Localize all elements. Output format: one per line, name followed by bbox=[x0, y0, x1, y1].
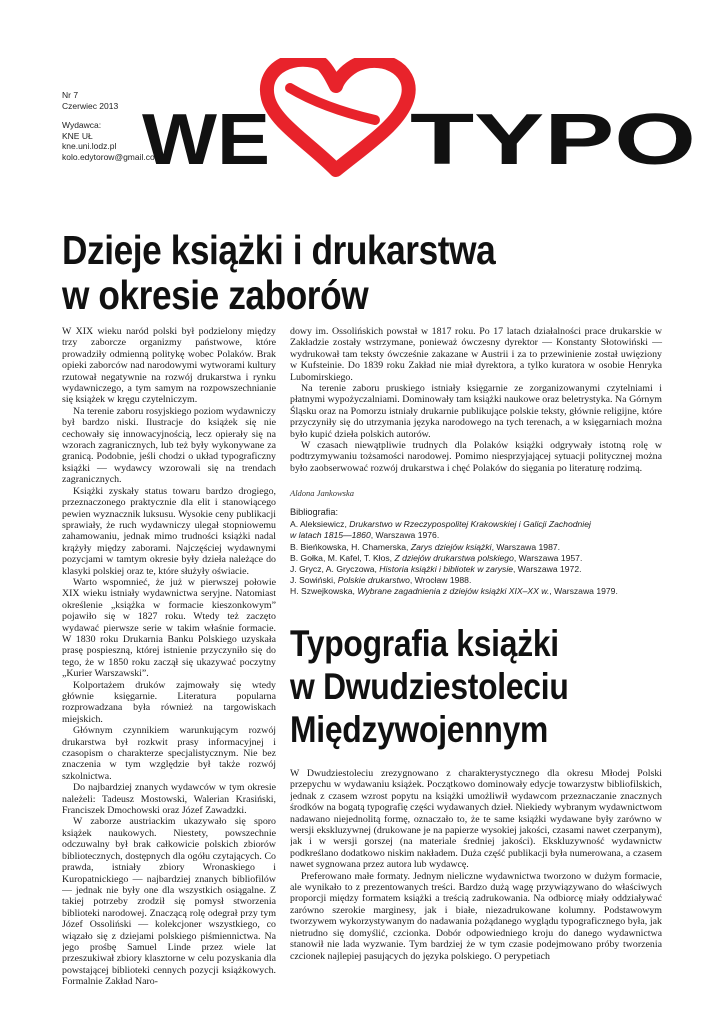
article-2-body bbox=[290, 768, 662, 990]
publisher-email: kolo.edytorow@gmail.com bbox=[62, 151, 162, 162]
paragraph: Warto wspomnieć, że już w pierwszej połowie XIX wieku istniały wydawnictwa seryjne. Natomiast określenie „książka w formacie kieszonkowym” pojawiło się w 1827 roku. Wtedy też zaczęto wydawać pierwsze serie w takim właśnie formacie. W 1830 roku Drukarnia Banku Polskiego uzyskała prasę pospieszną, której istnienie przyczyniło się do tego, że w 1850 roku zaczął się ukazywać poczytny „Kurier Warszawski”. bbox=[62, 576, 276, 680]
paragraph: Kolportażem druków zajmowały się wtedy głównie księgarnie. Literatura popularna rozprowadzana była również na targowiskach miejskich. bbox=[62, 679, 276, 725]
article-1-title bbox=[62, 228, 495, 318]
paragraph: Preferowano małe formaty. Jednym nieliczne wydawnictwa tworzono w dużym formacie, ale wynikało to z prezentowanych treści. Bardzo dużą wagę przywiązywano do właściwych proporcji między formatem książki a treścią zadrukowania. Na odbiorcę miały oddziaływać zarówno szerokie marginesy, jak i białe, niezadrukowane kolumny. Podstawowym tworzywem wykorzystywanym do nadawania pożądanego wyglądu typograficznego była, jak nietrudno się domyślić, czcionka. Dobór odpowiedniego kroju do danego wydawnictwa stanowił nie lada wyzwanie. Tym bardziej że w tym czasie podejmowano próby tworzenia czcionek najlepiej pasujących do języka polskiego. O perypetiach bbox=[290, 870, 662, 962]
bibliography-entry: A. Aleksiewicz, Drukarstwo w Rzeczypospolitej Krakowskiej i Galicji Zachodniej bbox=[290, 519, 591, 530]
paragraph: Na terenie zaboru rosyjskiego poziom wydawniczy był bardzo niski. Ilustracje do książek się nie cechowały się innowacyjnością, lecz opierały się na wzorach zagranicznych, lub też były wykonywane za granicą. Podobnie, jeśli chodzi o układ typograficzny książki — wydawcy wzorowali się na trendach zagranicznych. bbox=[62, 405, 276, 486]
bibliography-heading: Bibliografia: bbox=[290, 507, 339, 517]
paragraph: Do najbardziej znanych wydawców w tym okresie należeli: Tadeusz Mostowski, Walerian Krasiński, Franciszek Dmochowski oraz Józef Zawadzki. bbox=[62, 782, 276, 817]
issue-date: Czerwiec 2013 bbox=[62, 100, 119, 111]
article-2-title bbox=[290, 622, 569, 751]
publisher-name: KNE UŁ bbox=[62, 130, 93, 141]
article-2-title-line-1: Typografia książki bbox=[290, 623, 559, 664]
publisher-website: kne.uni.lodz.pl bbox=[62, 141, 117, 152]
article-2-title-line-2: w Dwudziestoleciu bbox=[290, 666, 569, 707]
bibliography-entry: B. Bieńkowska, H. Chamerska, Zarys dziejów książki, Warszawa 1987. bbox=[290, 541, 561, 552]
logo-right-text: TYPO bbox=[410, 100, 696, 178]
paragraph: W czasach niewątpliwie trudnych dla Polaków książki odgrywały istotną rolę w podtrzymywaniu tożsamości narodowej. Pomimo niesprzyjającej sytuacji politycznej można było zaobserwować rozwój drukarstwa i chęć Polaków do sięgania po literaturę rodzimą. bbox=[290, 440, 662, 474]
issue-number: Nr 7 bbox=[62, 90, 79, 100]
paragraph: dowy im. Ossolińskich powstał w 1817 roku. Po 17 latach działalności prace drukarskie w Zakładzie zostały wstrzymane, ponieważ ówczesny dyrektor — Konstanty Słotowiński — wydrukował tam teksty ówcześnie zakazane w Austrii i za to przewinienie został uwięziony w Kufsteinie. Do 1839 roku Zakład nie miał dyrektora, a tylko kuratora w osobie Henryka Lubomirskiego. bbox=[290, 326, 662, 383]
article-1-title-line-2: w okresie zaborów bbox=[62, 272, 369, 318]
heart-icon bbox=[267, 60, 409, 170]
paragraph: W Dwudziestoleciu zrezygnowano z charakterystycznego dla okresu Młodej Polski przepychu w wydawaniu książek. Początkowo dominowały edycje towarzystw bibliofilskich, jednak z czasem wzrost popytu na książki umożliwił wydawcom przeznaczanie znacznych środków na bogatą typografię części wydawanych dzieł. Niekiedy wybranym wydawnictwom nadawano niejednolitą formę, oznaczało to, że te same książki wydawane były zarówno w wersji ekskluzywnej (drukowane je na papierze wysokiej jakości, czasami nawet czerpanym), jak i w wersji gorszej (na materiale średniej jakości). Ekskluzywność wydawnictw podkreślano dodatkowo niskim nakładem. Duża część publikacji była numerowana, a czasem nawet sygnowana przez autora lub wydawcę. bbox=[290, 768, 662, 871]
publisher-label: Wydawca: bbox=[62, 120, 102, 131]
bibliography-entry: J. Sowiński, Polskie drukarstwo, Wrocław 1988. bbox=[290, 575, 472, 586]
article-2-title-line-3: Międzywojennym bbox=[290, 709, 549, 750]
logo-left-text: WE bbox=[142, 100, 270, 178]
paragraph: W XIX wieku naród polski był podzielony między trzy zaborcze organizmy państwowe, które prowadziły odmienną politykę wobec Polaków. Brak opieki zaborców nad narodowymi wytworami kultury rzutował negatywnie na rozwój drukarstwa i rynku wydawniczego, a tym samym na rozpowszechnianie się książek w kręgu czytelniczym. bbox=[62, 326, 276, 406]
paragraph: Głównym czynnikiem warunkującym rozwój drukarstwa był rozkwit prasy informacyjnej i czasopism o charakterze specjalistycznym. Nie bez znaczenia w tym względzie był także rozwój szkolnictwa. bbox=[62, 725, 276, 782]
bibliography bbox=[290, 507, 670, 598]
bibliography-entry: H. Szwejkowska, Wybrane zagadnienia z dziejów książki XIX–XX w., Warszawa 1979. bbox=[290, 586, 618, 597]
paragraph: Książki zyskały status towaru bardzo drogiego, przeznaczonego praktycznie dla elit i stanowiącego pewien wyznacznik luksusu. Wysokie ceny publikacji sprawiały, że ruch wydawniczy ulegał stopniowemu zahamowaniu, jednak mimo trudności książki nadal krążyły między zaborami. Najczęściej wydawnymi pozycjami w tamtym okresie były dzieła należące do klasyki polskiej oraz te, które służyły oświacie. bbox=[62, 485, 276, 577]
bibliography-entry: B. Gołka, M. Kafel, T. Kłos, Z dziejów drukarstwa polskiego, Warszawa 1957. bbox=[290, 552, 583, 563]
we-love-typo-logo bbox=[140, 58, 700, 178]
bibliography-entry: J. Grycz, A. Gryczowa, Historia książki i bibliotek w zarysie, Warszawa 1972. bbox=[290, 564, 582, 575]
bibliography-entry: w latach 1815—1860, Warszawa 1976. bbox=[290, 530, 440, 541]
article-1-column-1 bbox=[62, 326, 276, 986]
article-1-author: Aldona Jankowska bbox=[290, 488, 354, 498]
paragraph: W zaborze austriackim ukazywało się sporo książek naukowych. Niestety, powszechnie odczuwalny był brak całkowicie polskich zbiorów bibliotecznych, dostępnych dla ogółu czytających. Co prawda, istniały zbiory Wronaskiego i Kuropatnickiego — najbardziej znanych bibliofilów — jednak nie były one dla wszystkich osiągalne. Z takiej potrzeby zrodził się pomysł stworzenia biblioteki narodowej. Znaczącą rolę odegrał przy tym Józef Ossoliński — kolekcjoner wszystkiego, co wiązało się z dziejami polskiego piśmiennictwa. Na jego prośbę Samuel Linde przez wiele lat przeszukiwał zbiory klasztorne w celu pozyskania dla powstającej biblioteki cennych pozycji książkowych. Formalnie Zakład Naro- bbox=[62, 816, 276, 986]
article-1-title-line-1: Dzieje książki i drukarstwa bbox=[62, 227, 496, 273]
paragraph: Na terenie zaboru pruskiego istniały księgarnie ze zorganizowanymi czytelniami i płatnymi wypożyczalniami. Dominowały tam książki naukowe oraz beletrystyka. Na Górnym Śląsku oraz na Pomorzu istniały drukarnie publikujące polskie teksty, głównie religijne, które przyczyniły się do utrzymania języka narodowego na tych terenach, a w księgarniach można było kupić dzieła polskich autorów. bbox=[290, 383, 662, 440]
article-1-column-2 bbox=[290, 326, 662, 474]
